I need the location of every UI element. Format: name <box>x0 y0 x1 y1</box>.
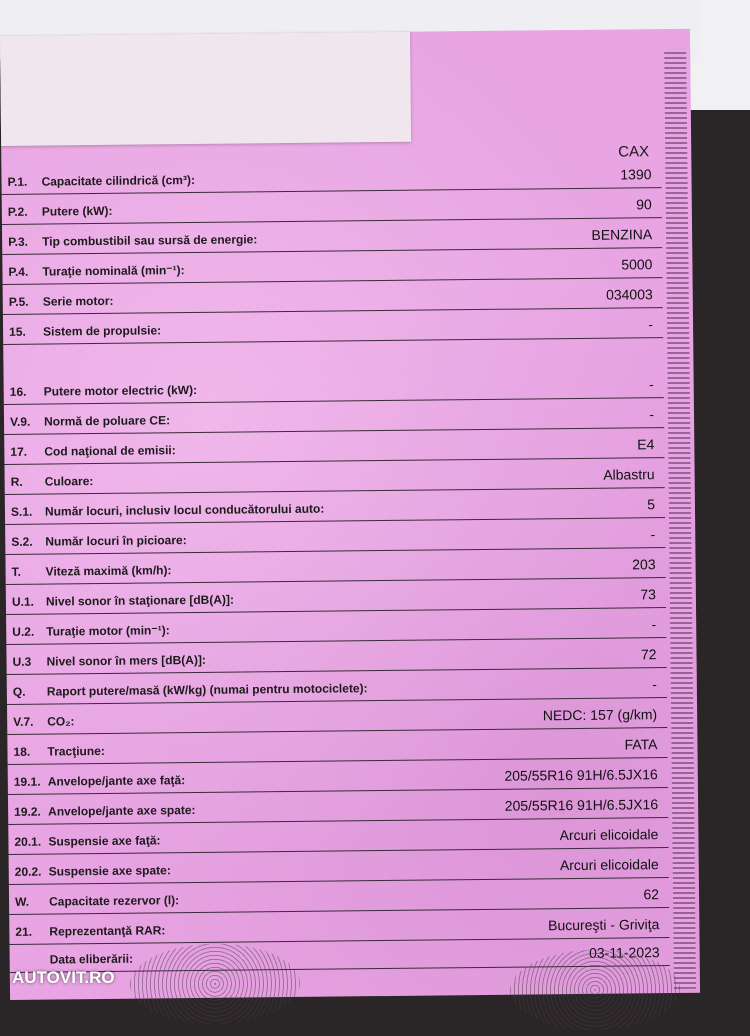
field-label: Anvelope/jante axe faţă: <box>47 773 186 789</box>
field-code: S.1. <box>10 504 33 519</box>
registration-document <box>0 29 700 1000</box>
field-code: P.5. <box>8 294 29 309</box>
field-value: Bucureşti - Griviţa <box>548 916 660 934</box>
field-label: Culoare: <box>44 474 94 489</box>
field-code: 18. <box>13 744 31 759</box>
field-code: 20.2. <box>14 864 42 879</box>
field-value: 62 <box>643 886 660 903</box>
field-value: - <box>652 676 657 693</box>
field-code: W. <box>14 894 30 909</box>
field-label: Număr locuri în picioare: <box>45 533 187 549</box>
field-label: Reprezentanţă RAR: <box>49 923 166 939</box>
field-code: S.2. <box>11 534 33 549</box>
field-code: 20.1. <box>14 834 42 849</box>
field-value: - <box>650 526 656 543</box>
field-label: Nivel sonor în staţionare [dB(A)]: <box>45 592 235 609</box>
field-code: U.1. <box>11 594 35 609</box>
field-value: - <box>648 316 654 333</box>
field-value: - <box>649 406 655 423</box>
security-rosette <box>510 949 681 1031</box>
field-label: Tip combustibil sau sursă de energie: <box>42 232 258 249</box>
field-label: Viteză maximă (km/h): <box>45 563 172 579</box>
field-value: 03-11-2023 <box>588 944 660 961</box>
sticker-label <box>0 32 411 146</box>
field-label: Nivel sonor în mers [dB(A)]: <box>46 652 206 669</box>
field-code: U.3 <box>12 654 32 669</box>
field-code: 15. <box>9 324 26 339</box>
header-code: CAX <box>618 143 650 161</box>
field-code: R. <box>10 474 23 489</box>
field-value: - <box>648 376 654 393</box>
field-value: 5 <box>647 496 656 513</box>
field-value: Arcuri elicoidale <box>559 826 659 844</box>
field-label: Tracţiune: <box>47 743 105 759</box>
field-code: V.9. <box>9 414 31 429</box>
field-label: Cod naţional de emisii: <box>44 443 176 459</box>
field-value: Albastru <box>603 466 655 483</box>
field-label: Turaţie nominală (min⁻¹): <box>42 263 185 279</box>
field-label: CO₂: <box>47 714 75 729</box>
field-label: Număr locuri, inclusiv locul conducătorului auto: <box>44 501 325 519</box>
field-code: 17. <box>10 444 28 459</box>
field-value: E4 <box>637 436 655 453</box>
field-value: 5000 <box>621 256 653 273</box>
field-value: - <box>651 616 657 633</box>
field-code: P.1. <box>7 174 28 189</box>
field-label: Turaţie motor (min⁻¹): <box>46 623 170 639</box>
field-value: 203 <box>632 556 656 573</box>
field-label: Serie motor: <box>42 293 114 309</box>
field-value: BENZINA <box>591 226 653 243</box>
field-value: 73 <box>640 586 656 603</box>
field-value: 90 <box>636 196 652 213</box>
field-code: P.3. <box>8 234 29 249</box>
field-value: NEDC: 157 (g/km) <box>542 706 658 724</box>
field-value: 205/55R16 91H/6.5JX16 <box>504 796 659 814</box>
field-label: Putere motor electric (kW): <box>43 382 198 399</box>
field-label: Suspensie axe spate: <box>48 863 171 879</box>
guilloche-border <box>664 49 696 989</box>
field-label: Sistem de propulsie: <box>43 323 162 339</box>
field-code: P.4. <box>8 264 29 279</box>
field-code: V.7. <box>13 714 34 729</box>
field-label: Suspensie axe faţă: <box>48 833 161 849</box>
field-value: 205/55R16 91H/6.5JX16 <box>504 766 658 784</box>
field-label: Raport putere/masă (kW/kg) (numai pentru motociclete): <box>46 681 368 699</box>
field-code: Q. <box>12 684 26 699</box>
field-label: Capacitate cilindrică (cm³): <box>41 172 195 189</box>
field-code: 19.1. <box>13 774 41 789</box>
field-value: FATA <box>624 736 658 753</box>
field-label: Putere (kW): <box>41 203 113 219</box>
field-label: Anvelope/jante axe spate: <box>48 802 196 819</box>
field-row <box>3 337 664 405</box>
field-code: 21. <box>15 924 33 939</box>
field-value: Arcuri elicoidale <box>559 856 659 874</box>
field-code: U.2. <box>12 624 35 639</box>
field-code: 19.2. <box>14 804 41 819</box>
field-value: 72 <box>640 646 657 663</box>
field-label: Normă de poluare CE: <box>43 413 171 429</box>
field-code: P.2. <box>7 204 28 219</box>
field-value: 1390 <box>620 166 652 183</box>
field-value: 034003 <box>605 286 653 303</box>
security-rosette <box>130 943 301 1025</box>
field-code: 16. <box>9 384 27 399</box>
field-code: T. <box>11 564 22 579</box>
field-label: Capacitate rezervor (l): <box>48 893 180 909</box>
watermark-logo: AUTOVIT.RO <box>12 968 115 987</box>
field-label: Data eliberării: <box>49 951 134 967</box>
